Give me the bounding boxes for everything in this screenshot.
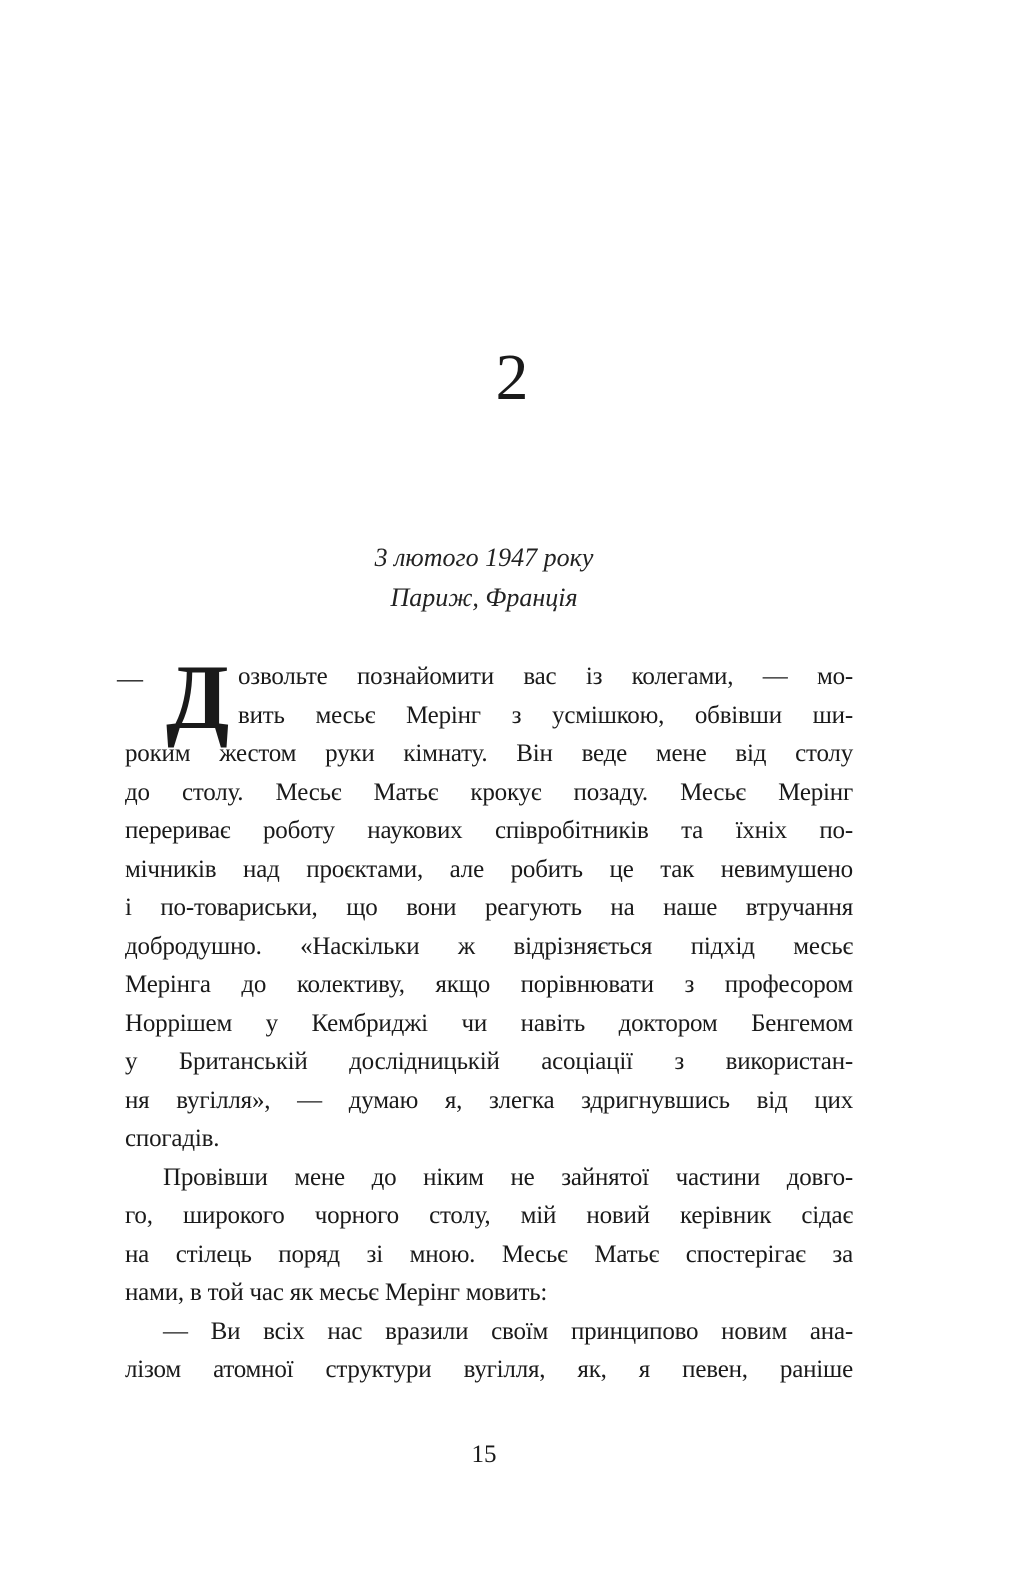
page-number: 15 (471, 1441, 497, 1468)
chapter-number: 2 (495, 341, 529, 414)
text-line: і по-товариськи, що вони реагують на наше втручання (125, 894, 853, 921)
text-line: озвольте познайомити вас із колегами, — мо- (238, 663, 853, 690)
body-text (125, 658, 853, 1390)
text-line: роким жестом руки кімнату. Він веде мене від столу (125, 740, 853, 767)
text-line: Провівши мене до ніким не зайнятої частини довго- (163, 1163, 853, 1191)
text-line: до столу. Месьє Матьє крокує позаду. Месьє Мерінг (125, 778, 853, 806)
text-line: нами, в той час як месьє Мерінг мовить: (125, 1279, 548, 1306)
text-line: го, широкого чорного столу, мій новий керівник сідає (125, 1202, 853, 1229)
text-line: Мерінга до колективу, якщо порівнювати з професором (125, 971, 853, 998)
epigraph-place: Париж, Франція (390, 583, 578, 612)
text-line: добродушно. «Наскільки ж відрізняється підхід месьє (125, 932, 853, 960)
text-line: перериває роботу наукових співробітників та їхніх по- (125, 817, 853, 844)
text-line: спогадів. (125, 1125, 220, 1152)
text-line: — Ви всіх нас вразили своїм принципово новим ана- (163, 1317, 853, 1345)
drop-cap: Д (166, 646, 230, 748)
text-line: на стілець поряд зі мною. Месьє Матьє спостерігає за (125, 1240, 853, 1268)
lead-dash: — (117, 664, 143, 693)
epigraph-date: 3 лютого 1947 року (374, 543, 594, 572)
text-line: ня вугілля», — думаю я, злегка здригнувшись від цих (125, 1086, 853, 1114)
epigraph (0, 538, 968, 618)
text-line: Норрішем у Кембриджі чи навіть доктором Бенгемом (125, 1009, 853, 1037)
text-line: мічників над проєктами, але робить це так невимушено (125, 855, 853, 883)
text-line: у Британській дослідницькій асоціації з використан- (125, 1048, 853, 1075)
text-line: лізом атомної структури вугілля, як, я певен, раніше (125, 1356, 853, 1383)
text-line: вить месьє Мерінг з усмішкою, обвівши ши- (238, 701, 853, 729)
